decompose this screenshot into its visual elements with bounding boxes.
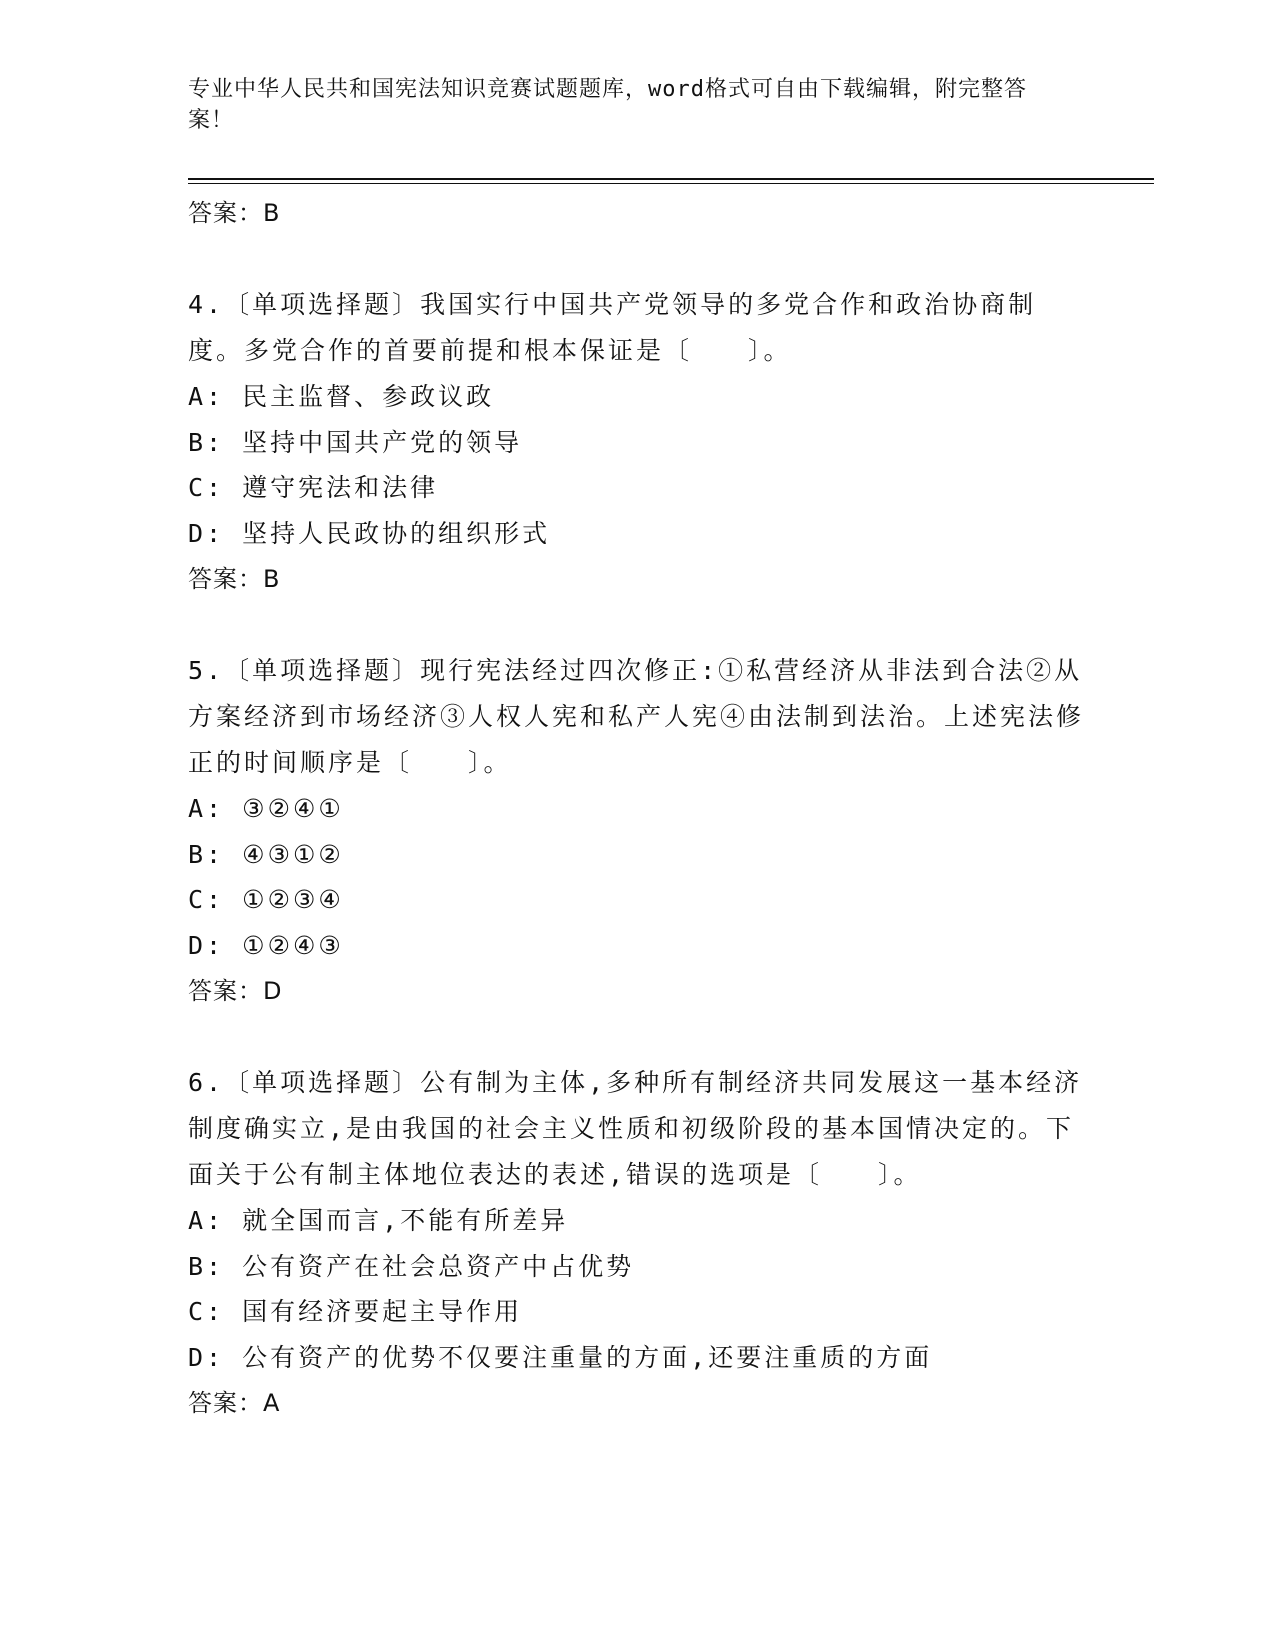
question-stem: 5.〔单项选择题〕现行宪法经过四次修正:①私营经济从非法到合法②从方案经济到市场经济③人权人宪和私产人宪④由法制到法治。上述宪法修正的时间顺序是〔 〕。	[188, 656, 1085, 777]
option-b: B: ④③①②	[188, 839, 344, 869]
header-divider-thin	[188, 183, 1154, 184]
question-4	[188, 282, 1088, 602]
option-d: D: 坚持人民政协的组织形式	[188, 518, 551, 548]
option-b: B: 公有资产在社会总资产中占优势	[188, 1251, 635, 1281]
option-c: C: ①②③④	[188, 885, 344, 914]
option-b: B: 坚持中国共产党的领导	[188, 427, 523, 457]
previous-answer: 答案：B	[188, 199, 281, 227]
option-d: D: ①②④③	[188, 930, 344, 960]
option-a: A: 就全国而言,不能有所差异	[188, 1206, 569, 1235]
question-answer: 答案：D	[188, 977, 283, 1005]
question-stem: 6.〔单项选择题〕公有制为主体,多种所有制经济共同发展这一基本经济制度确实立,是由我国的社会主义性质和初级阶段的基本国情决定的。下面关于公有制主体地位表达的表述,错误的选项是〔 〕。	[188, 1068, 1083, 1189]
question-answer: 答案：A	[188, 1389, 281, 1417]
option-c: C: 国有经济要起主导作用	[188, 1297, 523, 1326]
question-answer: 答案：B	[188, 565, 281, 593]
document-header: 专业中华人民共和国宪法知识竞赛试题题库，word格式可自由下载编辑，附完整答案！	[188, 77, 1027, 133]
header-divider-thick	[188, 178, 1154, 180]
question-5	[188, 648, 1088, 1014]
option-a: A: 民主监督、参政议政	[188, 382, 495, 411]
option-a: A: ③②④①	[188, 794, 344, 823]
question-list	[188, 190, 1088, 1426]
option-d: D: 公有资产的优势不仅要注重量的方面,还要注重质的方面	[188, 1342, 933, 1372]
option-c: C: 遵守宪法和法律	[188, 473, 439, 502]
question-stem: 4.〔单项选择题〕我国实行中国共产党领导的多党合作和政治协商制度。多党合作的首要前提和根本保证是〔 〕。	[188, 290, 1037, 365]
question-6	[188, 1060, 1088, 1426]
